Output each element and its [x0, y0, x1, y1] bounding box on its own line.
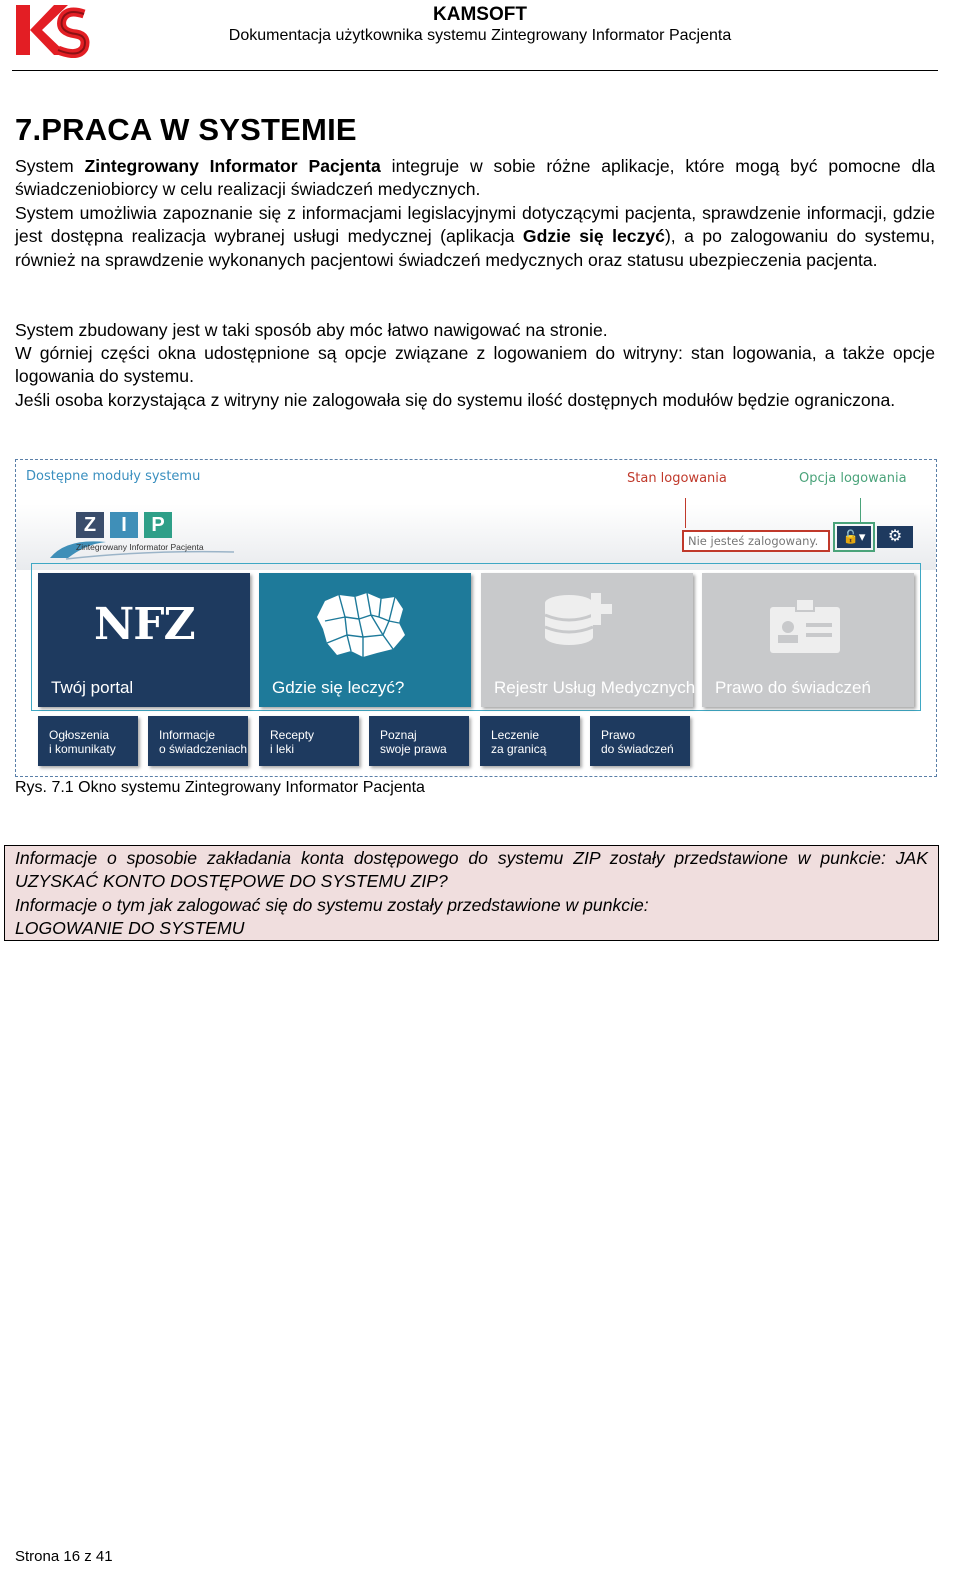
paragraph-3: System zbudowany jest w taki sposób aby móc łatwo nawigować na stronie. — [15, 320, 608, 340]
tile-informacje[interactable]: Informacje o świadczeniach — [148, 716, 248, 766]
label-login-option: Opcja logowania — [799, 471, 907, 486]
label-login-status: Stan logowania — [627, 471, 727, 486]
nfz-logo: NFZ — [94, 599, 195, 650]
zip-subtitle: Zintegrowany Informator Pacjenta — [76, 542, 204, 552]
tile-label: Twój portal — [51, 678, 134, 697]
tile-label: Gdzie się leczyć? — [272, 678, 405, 697]
tile-label: Prawo do świadczeń — [715, 678, 871, 697]
info-box — [4, 845, 939, 941]
figure-zip-window — [15, 459, 937, 777]
info-line-2: Informacje o tym jak zalogować się do systemu zostały przedstawione w punkcie: — [15, 894, 649, 915]
option-pointer-line — [860, 498, 861, 522]
tile-ogloszenia[interactable]: Ogłoszenia i komunikaty — [38, 716, 138, 766]
gear-icon: ⚙ — [887, 528, 903, 545]
header-organization: KAMSOFT — [433, 4, 527, 25]
paragraph-4: W górniej części okna udostępnione są opcje związane z logowaniem do witryny: stan logowania, a także opcje logowania do systemu. — [15, 343, 935, 387]
label-available-modules: Dostępne moduły systemu — [26, 469, 201, 484]
paragraph-5: Jeśli osoba korzystająca z witryny nie zalogowała się do systemu ilość dostępnych modułów będzie ograniczona. — [15, 390, 896, 410]
page-number: Strona 16 z 41 — [15, 1548, 113, 1565]
info-line-1: Informacje o sposobie zakładania konta dostępowego do systemu ZIP zostały przedstawione w punkcie: JAK UZYSKAĆ KONTO DOSTĘPOWE DO SYSTEMU ZIP? — [15, 848, 928, 892]
paragraph-2: System umożliwia zapoznanie się z informacjami legislacyjnymi dotyczącymi pacjenta, sprawdzenie informacji, gdzie jest dostępna realizacja wybranej usługi medycznej (aplikacja Gdzie się leczyć), a po zalogowaniu do systemu, również na sprawdzenie wykonanych pacjentowi świadczeń medycznych oraz statusu ubezpieczenia pacjenta. — [15, 203, 935, 270]
tile-leczenie-za-granica[interactable]: Leczenie za granicą — [480, 716, 580, 766]
login-dropdown-button[interactable] — [837, 526, 871, 548]
tile-twoj-portal[interactable] — [38, 573, 250, 707]
zip-letter-z: Z — [76, 512, 104, 538]
tile-prawo-small[interactable]: Prawo do świadczeń — [590, 716, 690, 766]
id-card-icon — [702, 573, 914, 673]
paragraph-1: System Zintegrowany Informator Pacjenta integruje w sobie różne aplikacje, które mogą być pomocne dla świadczeniobiorcy w celu realizacji świadczeń medycznych. — [15, 156, 936, 200]
header-document-title: Dokumentacja użytkownika systemu Zintegrowany Informator Pacjenta — [228, 27, 732, 44]
status-pointer-line — [685, 498, 686, 528]
tile-poznaj-prawa[interactable]: Poznaj swoje prawa — [369, 716, 469, 766]
tile-label: Rejestr Usług Medycznych — [494, 678, 696, 697]
settings-button[interactable] — [877, 526, 913, 548]
database-plus-icon — [481, 573, 693, 673]
poland-map-icon — [259, 573, 471, 673]
tile-gdzie-sie-leczyc[interactable] — [259, 573, 471, 707]
section-title: 7.PRACA W SYSTEMIE — [15, 112, 357, 147]
lock-icon: 🔓▾ — [842, 529, 866, 544]
zip-letter-p: P — [144, 512, 172, 538]
header-divider — [12, 70, 938, 71]
zip-logo[interactable] — [46, 512, 236, 560]
kamsoft-logo — [14, 2, 90, 58]
tile-prawo-do-swiadczen — [702, 573, 914, 707]
figure-caption: Rys. 7.1 Okno systemu Zintegrowany Informator Pacjenta — [15, 779, 425, 796]
info-line-3: LOGOWANIE DO SYSTEMU — [15, 917, 245, 938]
tile-recepty[interactable]: Recepty i leki — [259, 716, 359, 766]
tile-rejestr-uslug-medycznych — [481, 573, 696, 707]
login-status-indicator: Nie jesteś zalogowany. — [682, 530, 830, 552]
zip-letter-i: I — [110, 512, 138, 538]
